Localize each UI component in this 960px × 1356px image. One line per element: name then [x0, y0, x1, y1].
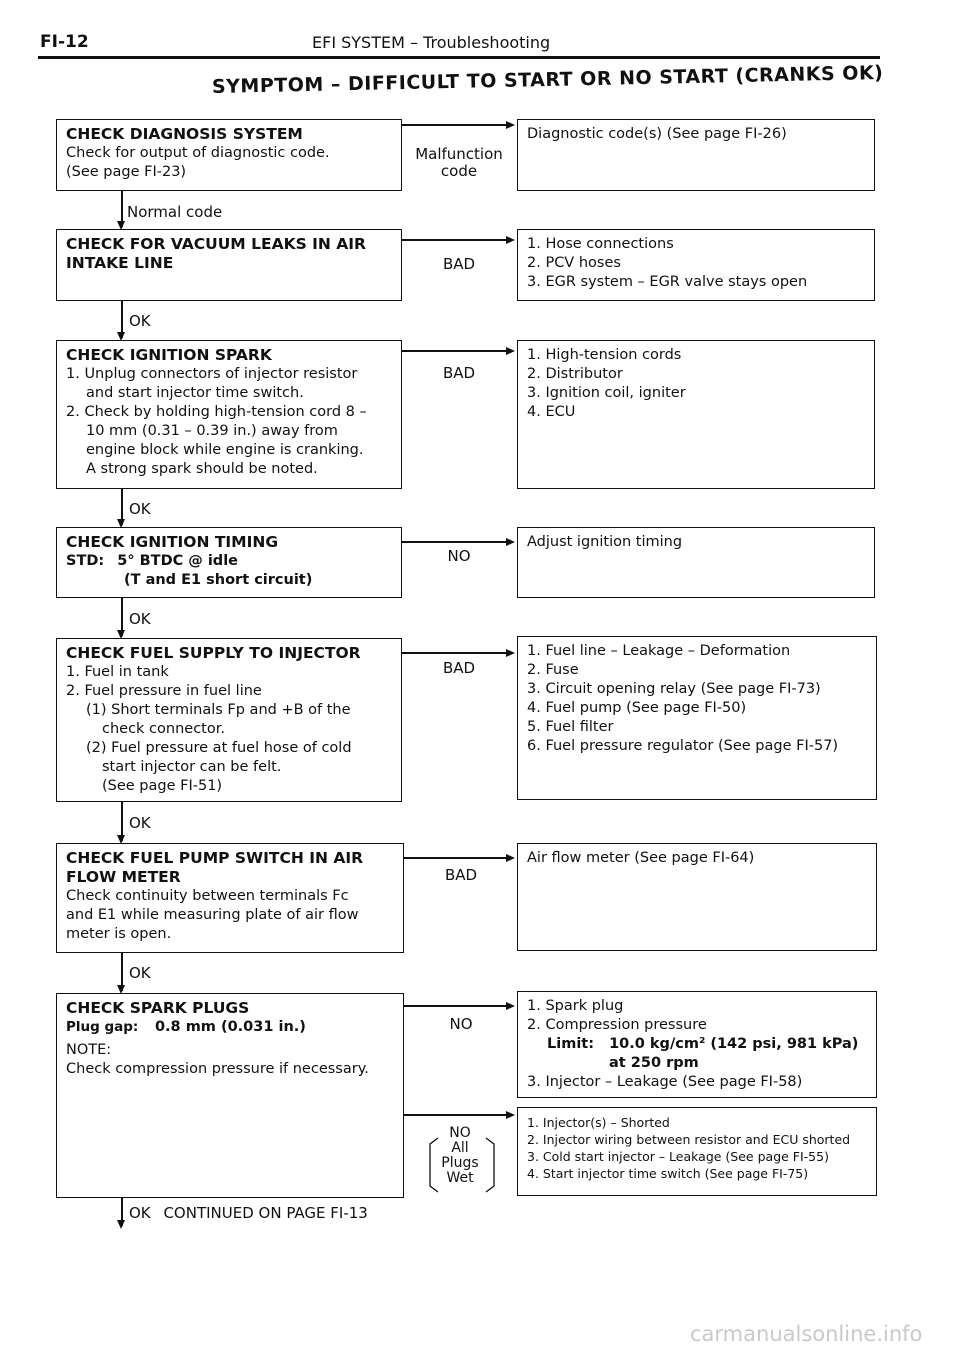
std-value: 5° BTDC @ idle [117, 553, 238, 569]
flow-label: OK [129, 610, 151, 628]
limit-value: 10.0 kg/cm² (142 psi, 981 kPa) [609, 1036, 859, 1052]
arrow-down-icon [117, 1220, 125, 1229]
arrow-right-icon [506, 121, 515, 129]
std-label: STD: [66, 553, 105, 569]
step-line: 10 mm (0.31 – 0.39 in.) away from [86, 423, 338, 439]
page-header-title: EFI SYSTEM – Troubleshooting [312, 33, 551, 52]
step-title: CHECK FOR VACUUM LEAKS IN AIR [66, 235, 366, 253]
result-box [517, 991, 877, 1098]
limit-label: Limit: [547, 1036, 595, 1052]
result-box [517, 843, 877, 951]
gap-value: 0.8 mm (0.031 in.) [154, 1019, 306, 1035]
result-line: 4. ECU [527, 404, 576, 420]
flow-label: OK [129, 964, 151, 982]
arrow-right-icon [506, 649, 515, 657]
step-check-fuel-pump-switch [56, 843, 404, 953]
condition-label: NO [447, 547, 471, 565]
result-line [527, 1035, 867, 1054]
step-line: 1. Fuel in tank [66, 664, 169, 680]
header-rule [38, 56, 880, 59]
result-line: 1. Spark plug [527, 998, 624, 1014]
flow-label [129, 1204, 368, 1222]
result-line: 1. High-tension cords [527, 347, 682, 363]
arrow-right-icon [506, 347, 515, 355]
flow-label: Normal code [127, 203, 223, 221]
step-line: (2) Fuel pressure at fuel hose of cold [86, 740, 352, 756]
result-line: 3. Injector – Leakage (See page FI-58) [527, 1074, 803, 1090]
connector-line [404, 857, 508, 859]
step-line: (See page FI-51) [102, 778, 223, 794]
connector-line [402, 652, 508, 654]
step-line: start injector can be felt. [102, 759, 282, 775]
step-check-fuel-supply [56, 638, 402, 802]
step-title: INTAKE LINE [66, 254, 174, 272]
result-line: 2. Injector wiring between resistor and ECU shorted [527, 1132, 851, 1147]
condition-line: NO [449, 1125, 471, 1141]
flow-label: OK [129, 814, 151, 832]
step-line: (See page FI-23) [66, 164, 187, 180]
condition-label: NO [449, 1015, 473, 1033]
result-line: 3. Circuit opening relay (See page FI-73) [527, 681, 821, 697]
condition-line: Plugs [441, 1155, 479, 1171]
step-line: Check continuity between terminals Fc [66, 888, 349, 904]
arrow-right-icon [506, 1111, 515, 1119]
result-line: 3. Cold start injector – Leakage (See page FI-55) [527, 1149, 829, 1164]
connector-line [404, 1114, 508, 1116]
result-line: 4. Fuel pump (See page FI-50) [527, 700, 747, 716]
result-line: 1. Fuel line – Leakage – Deformation [527, 643, 791, 659]
page-number: FI-12 [40, 32, 89, 52]
condition-line: code [440, 162, 478, 180]
symptom-title: SYMPTOM – DIFFICULT TO START OR NO START (CRANKS OK) [211, 61, 884, 98]
result-line: Diagnostic code(s) (See page FI-26) [527, 126, 787, 142]
result-box [517, 340, 875, 489]
flow-label: OK [129, 500, 151, 518]
step-title: CHECK IGNITION TIMING [66, 533, 279, 551]
arrow-right-icon [506, 1002, 515, 1010]
step-check-spark-plugs [56, 993, 404, 1198]
note-label: NOTE: [66, 1042, 112, 1058]
note-text: Check compression pressure if necessary. [66, 1061, 369, 1077]
result-line: 5. Fuel filter [527, 719, 614, 735]
result-line: Air flow meter (See page FI-64) [527, 850, 755, 866]
result-line: 2. Compression pressure [527, 1017, 707, 1033]
step-title: CHECK SPARK PLUGS [66, 999, 250, 1017]
result-line: 3. EGR system – EGR valve stays open [527, 274, 808, 290]
bracket-icon [424, 1136, 500, 1194]
step-check-ignition-spark [56, 340, 402, 489]
condition-label: BAD [442, 364, 476, 382]
step-line: and E1 while measuring plate of air flow [66, 907, 359, 923]
result-line: at 250 rpm [609, 1055, 699, 1071]
connector-line [402, 541, 508, 543]
step-check-diagnosis [56, 119, 402, 191]
result-line: 1. Injector(s) – Shorted [527, 1115, 670, 1130]
step-title: FLOW METER [66, 868, 181, 886]
flow-label: OK [129, 312, 151, 330]
condition-line: All [451, 1140, 469, 1156]
result-line: 6. Fuel pressure regulator (See page FI-57) [527, 738, 839, 754]
step-check-vacuum-leaks [56, 229, 402, 301]
result-line: 4. Start injector time switch (See page FI-75) [527, 1166, 809, 1181]
step-line [66, 552, 392, 571]
arrow-right-icon [506, 236, 515, 244]
step-title: CHECK DIAGNOSIS SYSTEM [66, 125, 303, 143]
step-line: 2. Fuel pressure in fuel line [66, 683, 262, 699]
result-box [517, 636, 877, 800]
result-line: Adjust ignition timing [527, 534, 683, 550]
step-line [66, 1018, 394, 1037]
result-line: 1. Hose connections [527, 236, 674, 252]
result-line: 2. Fuse [527, 662, 579, 678]
step-line: A strong spark should be noted. [86, 461, 318, 477]
step-title: CHECK FUEL PUMP SWITCH IN AIR [66, 849, 364, 867]
step-title: CHECK FUEL SUPPLY TO INJECTOR [66, 644, 361, 662]
result-line: 3. Ignition coil, igniter [527, 385, 686, 401]
result-line: 2. PCV hoses [527, 255, 621, 271]
step-line: engine block while engine is cranking. [86, 442, 364, 458]
step-title: CHECK IGNITION SPARK [66, 346, 272, 364]
connector-line [402, 124, 508, 126]
connector-line [402, 239, 508, 241]
condition-line: Wet [446, 1170, 474, 1186]
result-line: 2. Distributor [527, 366, 623, 382]
arrow-right-icon [506, 538, 515, 546]
gap-label: Plug gap: [66, 1019, 139, 1035]
connector-line [402, 350, 508, 352]
step-check-ignition-timing [56, 527, 402, 598]
result-box [517, 119, 875, 191]
condition-label: BAD [444, 866, 478, 884]
condition-line: Malfunction [415, 145, 503, 163]
step-line: 1. Unplug connectors of injector resistor [66, 366, 358, 382]
step-line: meter is open. [66, 926, 172, 942]
condition-label: BAD [442, 659, 476, 677]
step-line: and start injector time switch. [86, 385, 304, 401]
connector-line [404, 1005, 508, 1007]
continued-label: CONTINUED ON PAGE FI-13 [163, 1204, 368, 1222]
condition-label [404, 146, 514, 180]
step-line: check connector. [102, 721, 225, 737]
step-line: 2. Check by holding high-tension cord 8 – [66, 404, 367, 420]
step-line: Check for output of diagnostic code. [66, 145, 330, 161]
result-box [517, 1107, 877, 1196]
watermark: carmanualsonline.info [690, 1322, 923, 1346]
arrow-right-icon [506, 854, 515, 862]
ok-label: OK [129, 1204, 151, 1222]
step-line: (1) Short terminals Fp and +B of the [86, 702, 351, 718]
result-box [517, 229, 875, 301]
std-note: (T and E1 short circuit) [124, 572, 313, 588]
result-box [517, 527, 875, 598]
condition-label: BAD [442, 255, 476, 273]
